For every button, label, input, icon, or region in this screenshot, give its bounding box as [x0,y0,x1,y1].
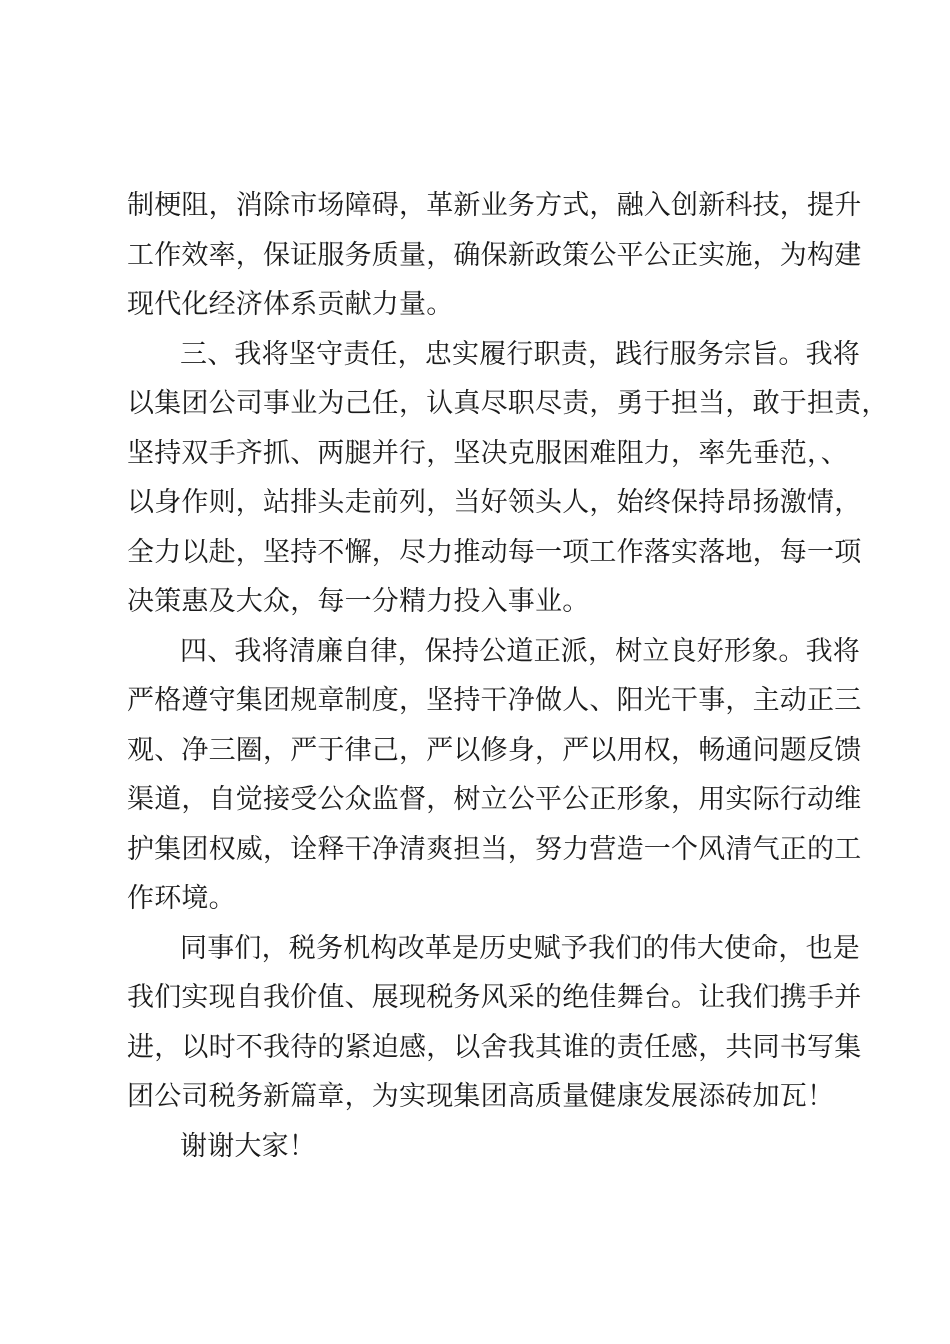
text-line: 作环境。 [127,883,236,914]
paragraph-start-line: 四、我将清廉自律，保持公道正派，树立良好形象。我将 [180,635,860,667]
text-line: 以集团公司事业为己任，认真尽职尽责，勇于担当，敢于担责， [127,388,889,419]
text-line: 严格遵守集团规章制度，坚持干净做人、阳光干事，主动正三 [127,685,862,716]
text-line: 我们实现自我价值、展现税务风采的绝佳舞台。让我们携手并 [127,982,862,1013]
closing-line: 谢谢大家！ [180,1130,316,1162]
text-line: 以身作则，站排头走前列，当好领头人，始终保持昂扬激情， [127,487,862,518]
text-line: 护集团权威，诠释干净清爽担当，努力营造一个风清气正的工 [127,833,862,865]
text-line: 观、净三圈，严于律己，严以修身，严以用权，畅通问题反馈 [127,734,862,766]
text-line: 全力以赴，坚持不懈，尽力推动每一项工作落实落地，每一项 [127,536,862,568]
text-line: 进，以时不我待的紧迫感，以舍我其谁的责任感，共同书写集 [127,1031,862,1063]
text-line: 工作效率，保证服务质量，确保新政策公平公正实施，为构建 [127,239,862,271]
text-line: 现代化经济体系贡献力量。 [127,289,454,320]
text-line: 坚持双手齐抓、两腿并行，坚决克服困难阻力，率先垂范，、 [127,437,848,469]
text-line: 团公司税务新篇章，为实现集团高质量健康发展添砖加瓦！ [127,1081,835,1112]
body-text [127,181,889,1171]
paragraph-start-line: 三、我将坚守责任，忠实履行职责，践行服务宗旨。我将 [180,338,860,370]
text-line: 渠道，自觉接受公众监督，树立公平公正形象，用实际行动维 [127,784,862,815]
text-line: 制梗阻，消除市场障碍，革新业务方式，融入创新科技，提升 [127,190,862,221]
paragraph-start-line: 同事们，税务机构改革是历史赋予我们的伟大使命，也是 [180,932,860,964]
text-line: 决策惠及大众，每一分精力投入事业。 [127,586,590,617]
